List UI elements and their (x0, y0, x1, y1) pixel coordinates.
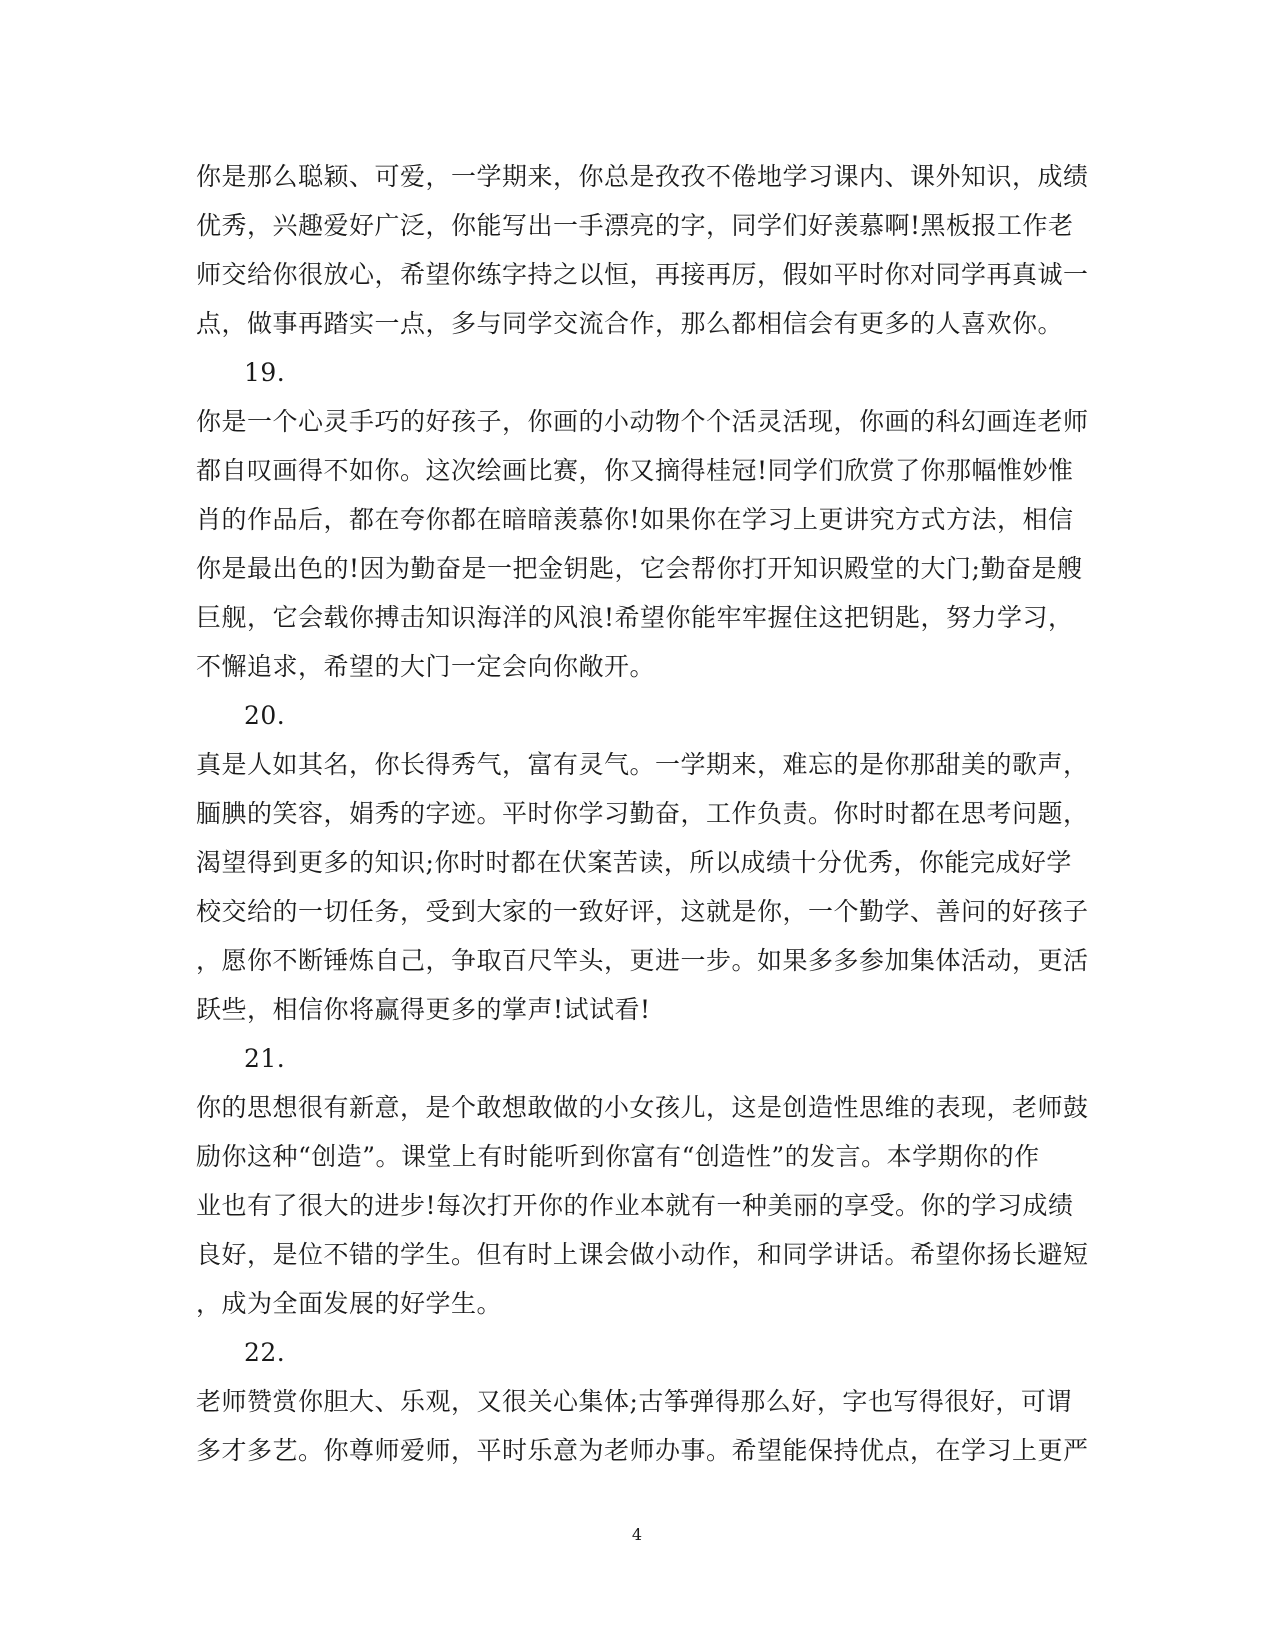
item-number: 22. (244, 1338, 286, 1367)
text-line: 校交给的一切任务，受到大家的一致好评，这就是你，一个勤学、善问的好孩子 (196, 897, 1089, 926)
item-number: 19. (244, 358, 286, 387)
text-line: 你是最出色的!因为勤奋是一把金钥匙，它会帮你打开知识殿堂的大门;勤奋是艘 (196, 554, 1083, 583)
text-line: 业也有了很大的进步!每次打开你的作业本就有一种美丽的享受。你的学习成绩 (196, 1191, 1074, 1220)
text-line: 跃些，相信你将赢得更多的掌声!试试看! (196, 995, 651, 1024)
text-line: 你的思想很有新意，是个敢想敢做的小女孩儿，这是创造性思维的表现，老师鼓 (196, 1093, 1089, 1122)
text-line: 励你这种“创造”。课堂上有时能听到你富有“创造性”的发言。本学期你的作 (196, 1142, 1040, 1171)
text-line: 渴望得到更多的知识;你时时都在伏案苦读，所以成绩十分优秀，你能完成好学 (196, 848, 1072, 877)
text-line: 不懈追求，希望的大门一定会向你敞开。 (196, 652, 656, 681)
document-body (196, 152, 1089, 1475)
text-line: 腼腆的笑容，娟秀的字迹。平时你学习勤奋，工作负责。你时时都在思考问题， (196, 799, 1089, 828)
text-line: 优秀，兴趣爱好广泛，你能写出一手漂亮的字，同学们好羡慕啊!黑板报工作老 (196, 211, 1074, 240)
page-number: 4 (631, 1525, 643, 1544)
text-line: 都自叹画得不如你。这次绘画比赛，你又摘得桂冠!同学们欣赏了你那幅惟妙惟 (196, 456, 1074, 485)
text-line: 老师赞赏你胆大、乐观，又很关心集体;古筝弹得那么好，字也写得很好，可谓 (196, 1387, 1072, 1416)
text-line: 点，做事再踏实一点，多与同学交流合作，那么都相信会有更多的人喜欢你。 (196, 309, 1064, 338)
text-line: 良好，是位不错的学生。但有时上课会做小动作，和同学讲话。希望你扬长避短 (196, 1240, 1089, 1269)
text-line: 你是一个心灵手巧的好孩子，你画的小动物个个活灵活现，你画的科幻画连老师 (196, 407, 1089, 436)
item-number: 20. (244, 701, 286, 730)
text-line: 肖的作品后，都在夸你都在暗暗羡慕你!如果你在学习上更讲究方式方法，相信 (196, 505, 1074, 534)
text-line: ，成为全面发展的好学生。 (196, 1289, 503, 1318)
text-line: 师交给你很放心，希望你练字持之以恒，再接再厉，假如平时你对同学再真诚一 (196, 260, 1089, 289)
text-line: 真是人如其名，你长得秀气，富有灵气。一学期来，难忘的是你那甜美的歌声， (196, 750, 1089, 779)
text-line: 多才多艺。你尊师爱师，平时乐意为老师办事。希望能保持优点，在学习上更严 (196, 1436, 1089, 1465)
text-line: 你是那么聪颖、可爱，一学期来，你总是孜孜不倦地学习课内、课外知识，成绩 (196, 162, 1089, 191)
text-line: ，愿你不断锤炼自己，争取百尺竿头，更进一步。如果多多参加集体活动，更活 (196, 946, 1089, 975)
item-number: 21. (244, 1044, 286, 1073)
text-line: 巨舰，它会载你搏击知识海洋的风浪!希望你能牢牢握住这把钥匙，努力学习， (196, 603, 1074, 632)
